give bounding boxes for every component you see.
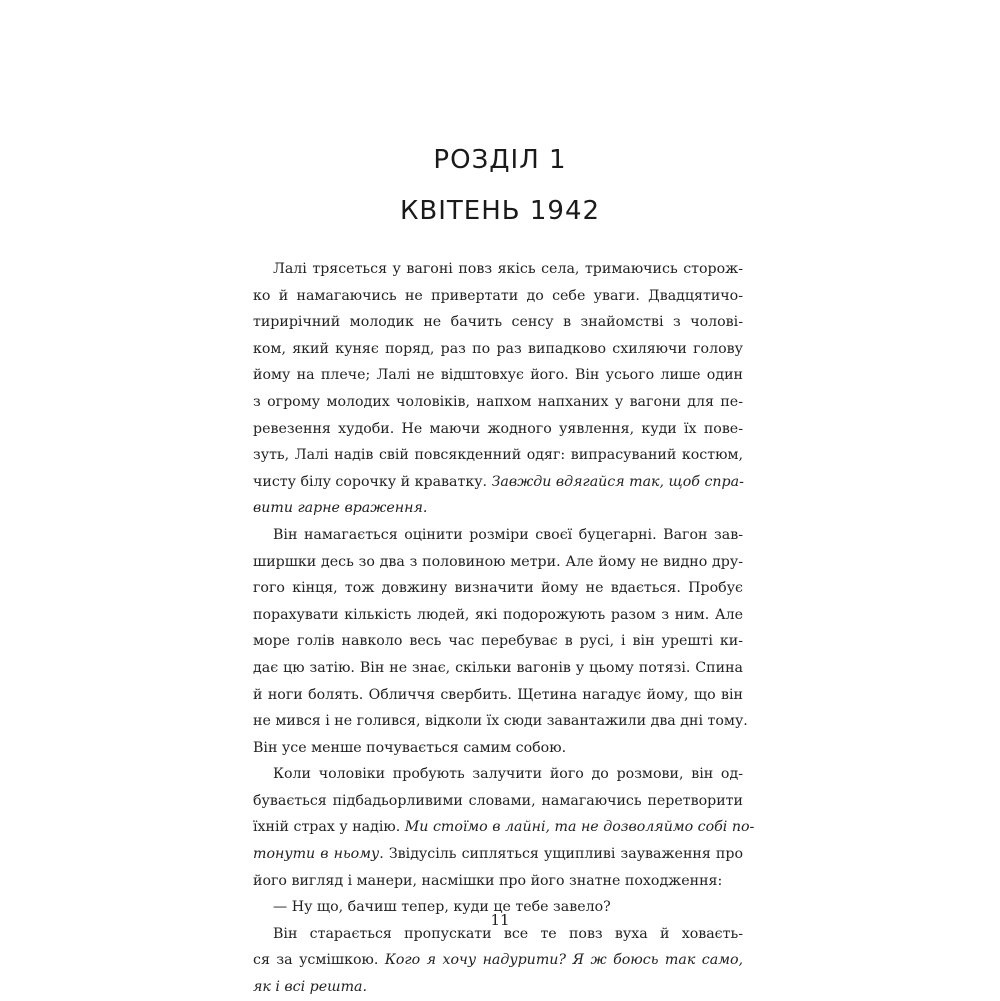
text-line: ревезення худоби. Не маючи жодного уявлення, куди їх пове- <box>253 420 743 437</box>
text-line: ширшки десь зо два з половиною метри. Але йому не видно дру- <box>253 553 743 570</box>
text-line: ко й намагаючись не привертати до себе уваги. Двадцятичо- <box>253 287 743 304</box>
text-line <box>253 974 743 1001</box>
text-line: порахувати кількість людей, які подорожують разом з ним. Але <box>253 606 743 623</box>
italic-thought: Ми стоїмо в лайні, та не дозволяймо собі по- <box>404 819 755 836</box>
text-line: гого кінця, тож довжину визначити йому не вдається. Пробує <box>253 580 743 597</box>
italic-thought: Завжди вдягайся так, щоб спра- <box>491 473 744 490</box>
text-line: йому на плече; Лалі не відштовхує його. Він усього лише один <box>253 367 743 384</box>
text-line: Він старається пропускати все те повз вуха й ховаєть- <box>273 925 743 942</box>
chapter-body-text <box>253 256 755 1001</box>
text-line: не мився і не голився, відколи їх сюди завантажили два дні тому. <box>253 713 748 730</box>
text-line: зуть, Лалі надів свій повсякденний одяг: випрасуваний костюм, <box>253 447 743 464</box>
italic-thought: Кого я хочу надурити? Я ж боюсь так само, <box>384 952 744 969</box>
text-line: ком, який куняє поряд, раз по раз випадково схиляючи голову <box>253 340 743 357</box>
text-line: Лалі трясеться у вагоні повз якісь села, тримаючись сторож- <box>273 261 743 277</box>
text-line: його вигляд і манери, насмішки про його знатне походження: <box>253 872 723 889</box>
text-line: Він усе менше почувається самим собою. <box>253 739 567 756</box>
page-number: 11 <box>490 911 510 929</box>
text-line <box>253 495 743 522</box>
italic-thought: як і всі решта. <box>253 979 368 996</box>
text-line: з огрому молодих чоловіків, напхом напханих у вагони для пе- <box>253 393 743 410</box>
text-line: Коли чоловіки пробують залучити його до розмови, він од- <box>273 766 743 783</box>
chapter-date-heading: КВІТЕНЬ 1942 <box>399 196 601 226</box>
text-line: Він намагається оцінити розміри своєї буцегарні. Вагон зав- <box>273 526 743 543</box>
text-line: тирирічний молодик не бачить сенсу в знайомстві з чолові- <box>253 314 743 331</box>
text-line: й ноги болять. Обличчя свербить. Щетина нагадує йому, що він <box>253 686 743 703</box>
italic-thought: вити гарне враження. <box>253 500 428 517</box>
text-line: море голів навколо весь час перебуває в русі, і він урешті ки- <box>253 633 743 650</box>
italic-thought: тонути в ньому <box>253 846 380 863</box>
chapter-number-heading: РОЗДІЛ 1 <box>433 145 567 175</box>
text-line: чисту білу сорочку й краватку. Завжди вдягайся так, щоб спра- <box>253 473 744 490</box>
dialogue-line: — Ну що, бачиш тепер, куди це тебе завело? <box>273 899 611 916</box>
text-line: ся за усмішкою. Кого я хочу надурити? Я ж боюсь так само, <box>253 952 744 969</box>
text-line: бувається підбадьорливими словами, намагаючись перетворити <box>253 792 743 809</box>
text-line: дає цю затію. Він не знає, скільки вагонів у цьому потязі. Спина <box>253 659 743 676</box>
text-line: тонути в ньому. Звідусіль сипляться ущипливі зауваження про <box>253 846 743 863</box>
text-line: їхній страх у надію. Ми стоїмо в лайні, та не дозволяймо собі по- <box>253 819 755 836</box>
